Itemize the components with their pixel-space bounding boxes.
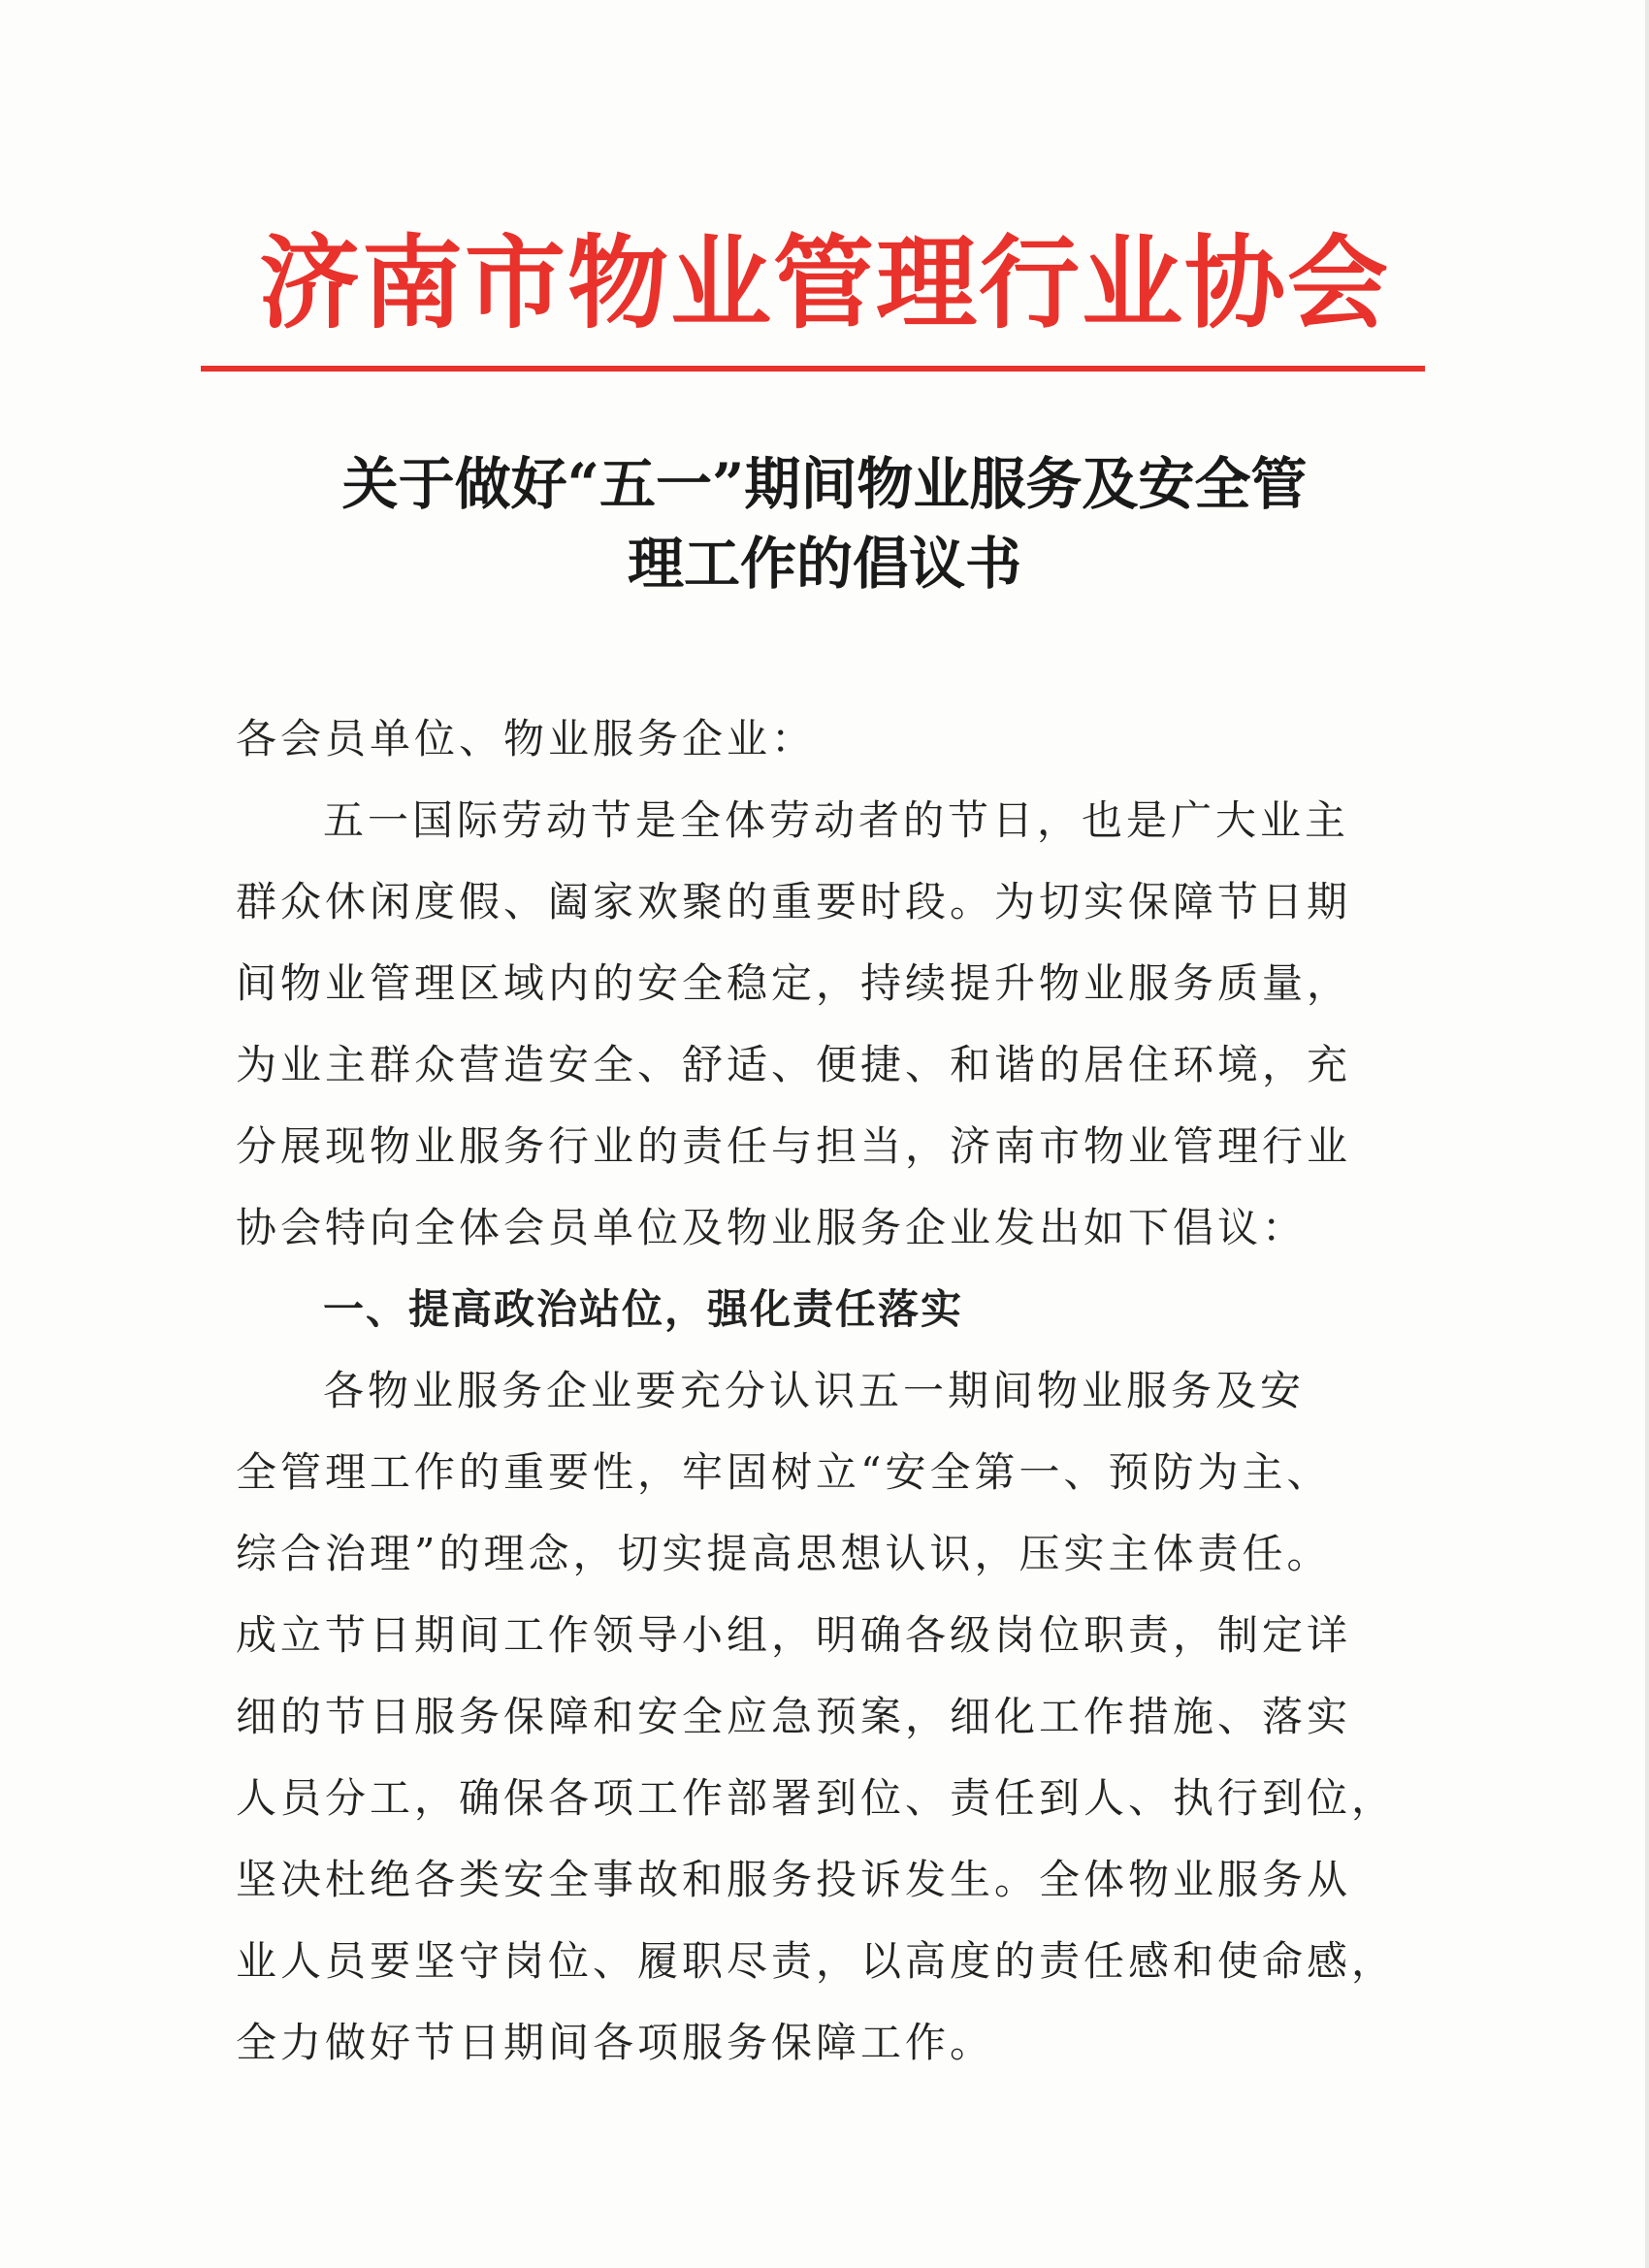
paragraph-2-line: 各物业服务企业要充分认识五一期间物业服务及安 (323, 1367, 1306, 1414)
paragraph-2-line: 全管理工作的重要性，牢固树立“安全第一、预防为主、 (236, 1448, 1332, 1496)
paragraph-2-line: 坚决杜绝各类安全事故和服务投诉发生。全体物业服务从 (236, 1856, 1352, 1903)
letterhead-org-name: 济南市物业管理行业协会 (258, 223, 1390, 342)
paragraph-2-line: 综合治理”的理念，切实提高思想认识，压实主体责任。 (236, 1530, 1332, 1577)
paragraph-2-line: 人员分工，确保各项工作部署到位、责任到人、执行到位， (236, 1774, 1397, 1822)
paragraph-1-line: 为业主群众营造安全、舒适、便捷、和谐的居住环境，充 (236, 1041, 1352, 1088)
paragraph-2-line: 业人员要坚守岗位、履职尽责，以高度的责任感和使命感， (236, 1937, 1397, 1985)
document-body (236, 698, 1397, 2084)
salutation: 各会员单位、物业服务企业： (236, 715, 817, 762)
section-heading-1: 一、提高政治站位，强化责任落实 (323, 1285, 964, 1333)
letterhead-red-rule (201, 366, 1425, 372)
paragraph-2-line: 成立节日期间工作领导小组，明确各级岗位职责，制定详 (236, 1611, 1352, 1659)
paragraph-1-line: 群众休闲度假、阖家欢聚的重要时段。为切实保障节日期 (236, 878, 1352, 925)
title-line-1: 关于做好“五一”期间物业服务及安全管 (341, 451, 1308, 517)
paragraph-1-line: 间物业管理区域内的安全稳定，持续提升物业服务质量， (236, 959, 1352, 1007)
paragraph-1-line: 分展现物业服务行业的责任与担当，济南市物业管理行业 (236, 1122, 1352, 1170)
paragraph-1-line: 协会特向全体会员单位及物业服务企业发出如下倡议： (236, 1204, 1308, 1251)
paragraph-2-line: 细的节日服务保障和安全应急预案，细化工作措施、落实 (236, 1693, 1352, 1740)
paragraph-2-line: 全力做好节日期间各项服务保障工作。 (236, 2019, 995, 2066)
scan-page-edge (1645, 0, 1649, 2268)
document-title (0, 444, 1649, 603)
title-line-2: 理工作的倡议书 (627, 531, 1021, 597)
paragraph-1-line: 五一国际劳动节是全体劳动者的节日，也是广大业主 (323, 796, 1350, 844)
